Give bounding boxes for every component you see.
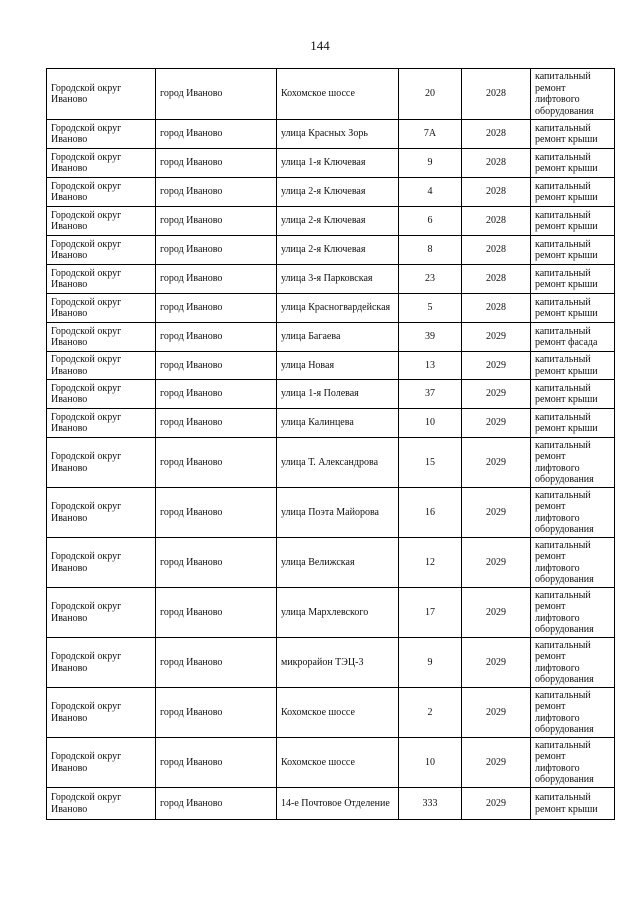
- year-cell: [462, 69, 531, 120]
- year-cell: [462, 438, 531, 488]
- year-cell: [462, 149, 531, 178]
- work-type-cell-text: капитальный ремонт фасада: [535, 325, 598, 348]
- city-cell: [156, 688, 277, 738]
- street-cell-text: улица Красногвардейская: [281, 302, 391, 314]
- street-cell: [277, 120, 399, 149]
- house-number-cell: [399, 380, 462, 409]
- year-cell: [462, 638, 531, 688]
- street-cell: [277, 236, 399, 265]
- house-number-cell: [399, 149, 462, 178]
- city-cell: [156, 207, 277, 236]
- house-number-cell-text: 2: [427, 706, 433, 718]
- work-type-cell: [531, 236, 615, 265]
- district-cell-text: Городской округ Иваново: [51, 296, 122, 319]
- house-number-cell: [399, 638, 462, 688]
- street-cell: [277, 688, 399, 738]
- city-cell: [156, 294, 277, 323]
- city-cell: [156, 178, 277, 207]
- year-cell-text: 2029: [486, 331, 506, 343]
- city-cell-text: город Иваново: [160, 302, 223, 314]
- street-cell: [277, 323, 399, 352]
- city-cell: [156, 120, 277, 149]
- work-type-cell-text: капитальный ремонт крыши: [535, 792, 598, 815]
- city-cell-text: город Иваново: [160, 359, 223, 371]
- street-cell-text: Кохомское шоссе: [281, 756, 355, 768]
- work-type-cell-text: капитальный ремонт крыши: [535, 296, 598, 319]
- city-cell-text: город Иваново: [160, 215, 223, 227]
- street-cell: [277, 352, 399, 380]
- table-row: [47, 538, 615, 588]
- district-cell: [47, 588, 156, 638]
- street-cell: [277, 178, 399, 207]
- work-type-cell: [531, 788, 615, 820]
- district-cell-text: Городской округ Иваново: [51, 751, 122, 774]
- district-cell-text: Городской округ Иваново: [51, 551, 122, 574]
- city-cell: [156, 265, 277, 294]
- year-cell: [462, 265, 531, 294]
- table-row: [47, 178, 615, 207]
- city-cell-text: город Иваново: [160, 656, 223, 668]
- district-cell: [47, 438, 156, 488]
- work-type-cell: [531, 538, 615, 588]
- street-cell-text: улица 2-я Ключевая: [281, 244, 366, 256]
- work-type-cell-text: капитальный ремонт крыши: [535, 354, 598, 377]
- city-cell-text: город Иваново: [160, 273, 223, 285]
- house-number-cell-text: 12: [425, 556, 435, 568]
- year-cell: [462, 178, 531, 207]
- city-cell-text: город Иваново: [160, 157, 223, 169]
- city-cell-text: город Иваново: [160, 128, 223, 140]
- work-type-cell: [531, 352, 615, 380]
- city-cell-text: город Иваново: [160, 506, 223, 518]
- year-cell-text: 2028: [486, 273, 506, 285]
- house-number-cell: [399, 588, 462, 638]
- city-cell-text: город Иваново: [160, 417, 223, 429]
- city-cell-text: город Иваново: [160, 756, 223, 768]
- house-number-cell: [399, 538, 462, 588]
- year-cell-text: 2028: [486, 186, 506, 198]
- year-cell-text: 2029: [486, 388, 506, 400]
- year-cell: [462, 120, 531, 149]
- work-type-cell-text: капитальный ремонт крыши: [535, 209, 598, 232]
- house-number-cell: [399, 438, 462, 488]
- house-number-cell-text: 7А: [423, 128, 437, 140]
- house-number-cell-text: 9: [427, 656, 433, 668]
- district-cell: [47, 638, 156, 688]
- district-cell-text: Городской округ Иваново: [51, 701, 122, 724]
- work-type-cell: [531, 380, 615, 409]
- work-type-cell-text: капитальный ремонт крыши: [535, 238, 598, 261]
- city-cell-text: город Иваново: [160, 331, 223, 343]
- work-type-cell-text: капитальный ремонт лифтового оборудования: [535, 489, 594, 535]
- street-cell-text: улица 2-я Ключевая: [281, 215, 366, 227]
- street-cell-text: улица 3-я Парковская: [281, 273, 373, 285]
- district-cell-text: Городской округ Иваново: [51, 354, 122, 377]
- year-cell: [462, 352, 531, 380]
- table-row: [47, 638, 615, 688]
- district-cell-text: Городской округ Иваново: [51, 651, 122, 674]
- house-number-cell-text: 20: [425, 88, 435, 100]
- street-cell: [277, 438, 399, 488]
- table-row: [47, 380, 615, 409]
- house-number-cell: [399, 688, 462, 738]
- district-cell-text: Городской округ Иваново: [51, 501, 122, 524]
- street-cell: [277, 149, 399, 178]
- year-cell: [462, 207, 531, 236]
- house-number-cell-text: 37: [425, 388, 435, 400]
- city-cell: [156, 438, 277, 488]
- work-type-cell-text: капитальный ремонт лифтового оборудования: [535, 439, 594, 485]
- house-number-cell: [399, 409, 462, 438]
- district-cell-text: Городской округ Иваново: [51, 382, 122, 405]
- house-number-cell-text: 4: [427, 186, 433, 198]
- district-cell-text: Городской округ Иваново: [51, 238, 122, 261]
- street-cell: [277, 638, 399, 688]
- district-cell: [47, 688, 156, 738]
- district-cell: [47, 409, 156, 438]
- house-number-cell: [399, 178, 462, 207]
- street-cell: [277, 207, 399, 236]
- house-number-cell: [399, 788, 462, 820]
- year-cell: [462, 688, 531, 738]
- district-cell-text: Городской округ Иваново: [51, 82, 122, 105]
- city-cell-text: город Иваново: [160, 244, 223, 256]
- street-cell: [277, 294, 399, 323]
- work-type-cell: [531, 488, 615, 538]
- table-row: [47, 323, 615, 352]
- district-cell: [47, 178, 156, 207]
- work-type-cell: [531, 323, 615, 352]
- city-cell: [156, 380, 277, 409]
- year-cell-text: 2028: [486, 244, 506, 256]
- district-cell-text: Городской округ Иваново: [51, 267, 122, 290]
- year-cell: [462, 538, 531, 588]
- street-cell: [277, 488, 399, 538]
- year-cell-text: 2029: [486, 656, 506, 668]
- street-cell-text: Кохомское шоссе: [281, 88, 355, 100]
- work-type-cell-text: капитальный ремонт лифтового оборудования: [535, 539, 594, 585]
- city-cell: [156, 538, 277, 588]
- house-number-cell: [399, 738, 462, 788]
- district-cell-text: Городской округ Иваново: [51, 325, 122, 348]
- street-cell: [277, 538, 399, 588]
- year-cell: [462, 409, 531, 438]
- year-cell: [462, 236, 531, 265]
- district-cell-text: Городской округ Иваново: [51, 209, 122, 232]
- table-row: [47, 265, 615, 294]
- year-cell-text: 2029: [486, 359, 506, 371]
- work-type-cell: [531, 738, 615, 788]
- city-cell: [156, 236, 277, 265]
- house-number-cell-text: 10: [425, 417, 435, 429]
- house-number-cell-text: 333: [422, 797, 438, 809]
- year-cell-text: 2028: [486, 157, 506, 169]
- table-row: [47, 120, 615, 149]
- district-cell: [47, 788, 156, 820]
- street-cell: [277, 409, 399, 438]
- city-cell: [156, 352, 277, 380]
- work-type-cell: [531, 149, 615, 178]
- year-cell: [462, 738, 531, 788]
- work-type-cell-text: капитальный ремонт лифтового оборудования: [535, 689, 594, 735]
- year-cell-text: 2029: [486, 556, 506, 568]
- district-cell-text: Городской округ Иваново: [51, 601, 122, 624]
- work-type-cell: [531, 588, 615, 638]
- city-cell: [156, 638, 277, 688]
- street-cell: [277, 69, 399, 120]
- work-type-cell: [531, 688, 615, 738]
- table-body: [47, 69, 615, 820]
- year-cell-text: 2029: [486, 756, 506, 768]
- street-cell: [277, 380, 399, 409]
- district-cell-text: Городской округ Иваново: [51, 411, 122, 434]
- district-cell: [47, 207, 156, 236]
- year-cell-text: 2029: [486, 506, 506, 518]
- street-cell: [277, 738, 399, 788]
- street-cell: [277, 265, 399, 294]
- house-number-cell: [399, 265, 462, 294]
- house-number-cell: [399, 236, 462, 265]
- work-type-cell-text: капитальный ремонт крыши: [535, 382, 598, 405]
- year-cell: [462, 294, 531, 323]
- work-type-cell-text: капитальный ремонт лифтового оборудования: [535, 589, 594, 635]
- city-cell: [156, 323, 277, 352]
- house-number-cell: [399, 488, 462, 538]
- table-row: [47, 149, 615, 178]
- table-row: [47, 788, 615, 820]
- district-cell: [47, 738, 156, 788]
- work-type-cell: [531, 69, 615, 120]
- city-cell-text: город Иваново: [160, 556, 223, 568]
- house-number-cell-text: 9: [427, 157, 433, 169]
- table-row: [47, 688, 615, 738]
- house-number-cell: [399, 294, 462, 323]
- work-type-cell-text: капитальный ремонт крыши: [535, 180, 598, 203]
- work-type-cell: [531, 409, 615, 438]
- work-type-cell: [531, 207, 615, 236]
- work-type-cell-text: капитальный ремонт крыши: [535, 122, 598, 145]
- table-row: [47, 69, 615, 120]
- table-row: [47, 588, 615, 638]
- table-row: [47, 438, 615, 488]
- city-cell-text: город Иваново: [160, 706, 223, 718]
- city-cell: [156, 588, 277, 638]
- house-number-cell: [399, 323, 462, 352]
- street-cell-text: микрорайон ТЭЦ-3: [281, 656, 364, 668]
- city-cell: [156, 149, 277, 178]
- street-cell-text: улица 1-я Полевая: [281, 388, 359, 400]
- year-cell: [462, 323, 531, 352]
- street-cell-text: улица Поэта Майорова: [281, 506, 379, 518]
- repair-schedule-table: [46, 68, 615, 820]
- district-cell: [47, 380, 156, 409]
- house-number-cell: [399, 352, 462, 380]
- district-cell: [47, 488, 156, 538]
- city-cell-text: город Иваново: [160, 186, 223, 198]
- district-cell-text: Городской округ Иваново: [51, 122, 122, 145]
- house-number-cell-text: 16: [425, 506, 435, 518]
- city-cell-text: город Иваново: [160, 606, 223, 618]
- year-cell-text: 2028: [486, 128, 506, 140]
- work-type-cell: [531, 638, 615, 688]
- house-number-cell-text: 5: [427, 302, 433, 314]
- house-number-cell-text: 10: [425, 756, 435, 768]
- district-cell-text: Городской округ Иваново: [51, 180, 122, 203]
- work-type-cell: [531, 294, 615, 323]
- district-cell: [47, 294, 156, 323]
- table-row: [47, 207, 615, 236]
- year-cell-text: 2029: [486, 606, 506, 618]
- street-cell-text: улица Красных Зорь: [281, 128, 368, 140]
- street-cell-text: улица Мархлевского: [281, 606, 369, 618]
- house-number-cell-text: 8: [427, 244, 433, 256]
- district-cell: [47, 149, 156, 178]
- work-type-cell-text: капитальный ремонт лифтового оборудования: [535, 71, 594, 117]
- district-cell-text: Городской округ Иваново: [51, 792, 122, 815]
- work-type-cell: [531, 265, 615, 294]
- street-cell-text: улица 1-я Ключевая: [281, 157, 366, 169]
- city-cell: [156, 738, 277, 788]
- table-row: [47, 236, 615, 265]
- street-cell: [277, 788, 399, 820]
- year-cell: [462, 788, 531, 820]
- street-cell-text: улица Велижская: [281, 556, 355, 568]
- district-cell: [47, 323, 156, 352]
- year-cell: [462, 488, 531, 538]
- city-cell: [156, 409, 277, 438]
- street-cell-text: Кохомское шоссе: [281, 706, 355, 718]
- work-type-cell-text: капитальный ремонт крыши: [535, 411, 598, 434]
- table-row: [47, 738, 615, 788]
- page-number: 144: [310, 38, 330, 53]
- street-cell-text: улица Т. Александрова: [281, 456, 379, 468]
- house-number-cell: [399, 207, 462, 236]
- year-cell-text: 2028: [486, 302, 506, 314]
- house-number-cell-text: 6: [427, 215, 433, 227]
- street-cell-text: улица 2-я Ключевая: [281, 186, 366, 198]
- work-type-cell-text: капитальный ремонт крыши: [535, 151, 598, 174]
- city-cell: [156, 69, 277, 120]
- work-type-cell: [531, 438, 615, 488]
- district-cell-text: Городской округ Иваново: [51, 151, 122, 174]
- district-cell: [47, 69, 156, 120]
- house-number-cell-text: 17: [425, 606, 435, 618]
- house-number-cell-text: 23: [425, 273, 435, 285]
- year-cell-text: 2028: [486, 215, 506, 227]
- work-type-cell: [531, 178, 615, 207]
- city-cell: [156, 788, 277, 820]
- district-cell: [47, 352, 156, 380]
- city-cell-text: город Иваново: [160, 456, 223, 468]
- year-cell-text: 2029: [486, 706, 506, 718]
- district-cell: [47, 538, 156, 588]
- house-number-cell: [399, 69, 462, 120]
- street-cell-text: улица Калинцева: [281, 417, 354, 429]
- year-cell-text: 2028: [486, 88, 506, 100]
- city-cell-text: город Иваново: [160, 797, 223, 809]
- work-type-cell-text: капитальный ремонт лифтового оборудования: [535, 639, 594, 685]
- street-cell: [277, 588, 399, 638]
- work-type-cell: [531, 120, 615, 149]
- city-cell-text: город Иваново: [160, 388, 223, 400]
- city-cell-text: город Иваново: [160, 88, 223, 100]
- house-number-cell-text: 13: [425, 359, 435, 371]
- city-cell: [156, 488, 277, 538]
- house-number-cell: [399, 120, 462, 149]
- district-cell-text: Городской округ Иваново: [51, 451, 122, 474]
- year-cell: [462, 588, 531, 638]
- year-cell-text: 2029: [486, 417, 506, 429]
- year-cell-text: 2029: [486, 456, 506, 468]
- table-row: [47, 409, 615, 438]
- street-cell-text: 14-е Почтовое Отделение: [281, 797, 390, 809]
- house-number-cell-text: 39: [425, 331, 435, 343]
- table-row: [47, 294, 615, 323]
- district-cell: [47, 265, 156, 294]
- district-cell: [47, 236, 156, 265]
- district-cell: [47, 120, 156, 149]
- year-cell: [462, 380, 531, 409]
- house-number-cell-text: 15: [425, 456, 435, 468]
- table-row: [47, 488, 615, 538]
- table-row: [47, 352, 615, 380]
- street-cell-text: улица Новая: [281, 359, 335, 371]
- work-type-cell-text: капитальный ремонт крыши: [535, 267, 598, 290]
- street-cell-text: улица Багаева: [281, 331, 341, 343]
- work-type-cell-text: капитальный ремонт лифтового оборудования: [535, 739, 594, 785]
- year-cell-text: 2029: [486, 797, 506, 809]
